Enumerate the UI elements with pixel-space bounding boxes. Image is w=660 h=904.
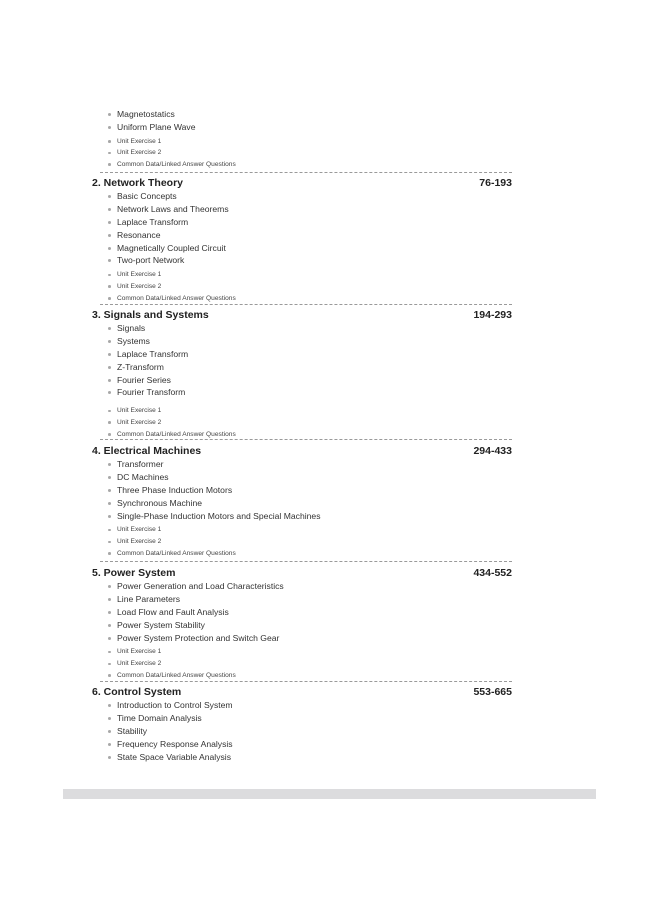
topic-item: Two-port Network bbox=[90, 254, 512, 267]
topic-list bbox=[90, 699, 512, 763]
topic-item: Basic Concepts bbox=[90, 190, 512, 203]
chapter-heading bbox=[90, 176, 512, 190]
topic-item: Power System Stability bbox=[90, 619, 512, 632]
topic-item: Laplace Transform bbox=[90, 348, 512, 361]
chapter-heading bbox=[90, 685, 512, 699]
topic-item: Three Phase Induction Motors bbox=[90, 484, 512, 497]
dashed-divider bbox=[100, 304, 512, 305]
exercise-item: Unit Exercise 2 bbox=[90, 281, 512, 293]
dashed-divider bbox=[100, 681, 512, 682]
topic-item: State Space Variable Analysis bbox=[90, 751, 512, 764]
topic-item: Frequency Response Analysis bbox=[90, 738, 512, 751]
topic-item: Stability bbox=[90, 725, 512, 738]
topic-item: Transformer bbox=[90, 458, 512, 471]
chapter-signals-and-systems bbox=[90, 308, 512, 440]
chapter-page-range: 553-665 bbox=[473, 686, 512, 698]
exercise-item: Unit Exercise 2 bbox=[90, 417, 512, 429]
chapter-heading bbox=[90, 308, 512, 322]
topic-item: Z-Transform bbox=[90, 361, 512, 374]
dashed-divider bbox=[100, 439, 512, 440]
exercise-item: Common Data/Linked Answer Questions bbox=[90, 293, 512, 305]
exercise-list bbox=[90, 646, 512, 681]
topic-item: Magnetically Coupled Circuit bbox=[90, 242, 512, 255]
chapter-electrical-machines bbox=[90, 444, 512, 559]
exercise-item: Unit Exercise 1 bbox=[90, 269, 512, 281]
topic-item: Fourier Series bbox=[90, 374, 512, 387]
exercise-item: Unit Exercise 1 bbox=[90, 136, 512, 148]
topic-item: Synchronous Machine bbox=[90, 497, 512, 510]
exercise-list bbox=[90, 269, 512, 304]
topic-item: Single-Phase Induction Motors and Special Machines bbox=[90, 510, 512, 523]
topic-list bbox=[90, 108, 512, 134]
exercise-list bbox=[90, 136, 512, 171]
topic-item: DC Machines bbox=[90, 471, 512, 484]
topic-item: Uniform Plane Wave bbox=[90, 121, 512, 134]
topic-item: Line Parameters bbox=[90, 593, 512, 606]
topic-item: Power Generation and Load Characteristics bbox=[90, 580, 512, 593]
topic-item: Laplace Transform bbox=[90, 216, 512, 229]
chapter-power-system bbox=[90, 566, 512, 681]
topic-item: Signals bbox=[90, 322, 512, 335]
chapter-page-range: 434-552 bbox=[473, 567, 512, 579]
chapter-page-range: 194-293 bbox=[473, 309, 512, 321]
topic-item: Introduction to Control System bbox=[90, 699, 512, 712]
exercise-list bbox=[90, 524, 512, 559]
topic-list bbox=[90, 458, 512, 522]
chapter-page-range: 294-433 bbox=[473, 445, 512, 457]
topic-item: Magnetostatics bbox=[90, 108, 512, 121]
exercise-item: Unit Exercise 1 bbox=[90, 405, 512, 417]
topic-list bbox=[90, 190, 512, 267]
exercise-item: Unit Exercise 2 bbox=[90, 147, 512, 159]
exercise-item: Unit Exercise 2 bbox=[90, 658, 512, 670]
exercise-item: Common Data/Linked Answer Questions bbox=[90, 548, 512, 560]
exercise-item: Common Data/Linked Answer Questions bbox=[90, 429, 512, 441]
chapter-title: 6. Control System bbox=[92, 686, 182, 698]
chapter-title: 5. Power System bbox=[92, 567, 176, 579]
dashed-divider bbox=[100, 561, 512, 562]
chapter-control-system bbox=[90, 685, 512, 763]
exercise-item: Unit Exercise 2 bbox=[90, 536, 512, 548]
chapter-1-tail bbox=[90, 108, 512, 171]
topic-item: Systems bbox=[90, 335, 512, 348]
footer-bar bbox=[63, 789, 596, 799]
exercise-item: Common Data/Linked Answer Questions bbox=[90, 159, 512, 171]
topic-item: Network Laws and Theorems bbox=[90, 203, 512, 216]
chapter-heading bbox=[90, 566, 512, 580]
chapter-title: 4. Electrical Machines bbox=[92, 445, 202, 457]
chapter-title: 3. Signals and Systems bbox=[92, 309, 209, 321]
topic-list bbox=[90, 580, 512, 644]
exercise-item: Unit Exercise 1 bbox=[90, 646, 512, 658]
chapter-heading bbox=[90, 444, 512, 458]
topic-list bbox=[90, 322, 512, 399]
exercise-item: Unit Exercise 1 bbox=[90, 524, 512, 536]
chapter-network-theory bbox=[90, 176, 512, 304]
topic-item: Load Flow and Fault Analysis bbox=[90, 606, 512, 619]
topic-item: Resonance bbox=[90, 229, 512, 242]
dashed-divider bbox=[100, 172, 512, 173]
exercise-item: Common Data/Linked Answer Questions bbox=[90, 670, 512, 682]
topic-item: Fourier Transform bbox=[90, 386, 512, 399]
chapter-title: 2. Network Theory bbox=[92, 177, 184, 189]
topic-item: Power System Protection and Switch Gear bbox=[90, 632, 512, 645]
topic-item: Time Domain Analysis bbox=[90, 712, 512, 725]
exercise-list bbox=[90, 405, 512, 440]
chapter-page-range: 76-193 bbox=[479, 177, 512, 189]
